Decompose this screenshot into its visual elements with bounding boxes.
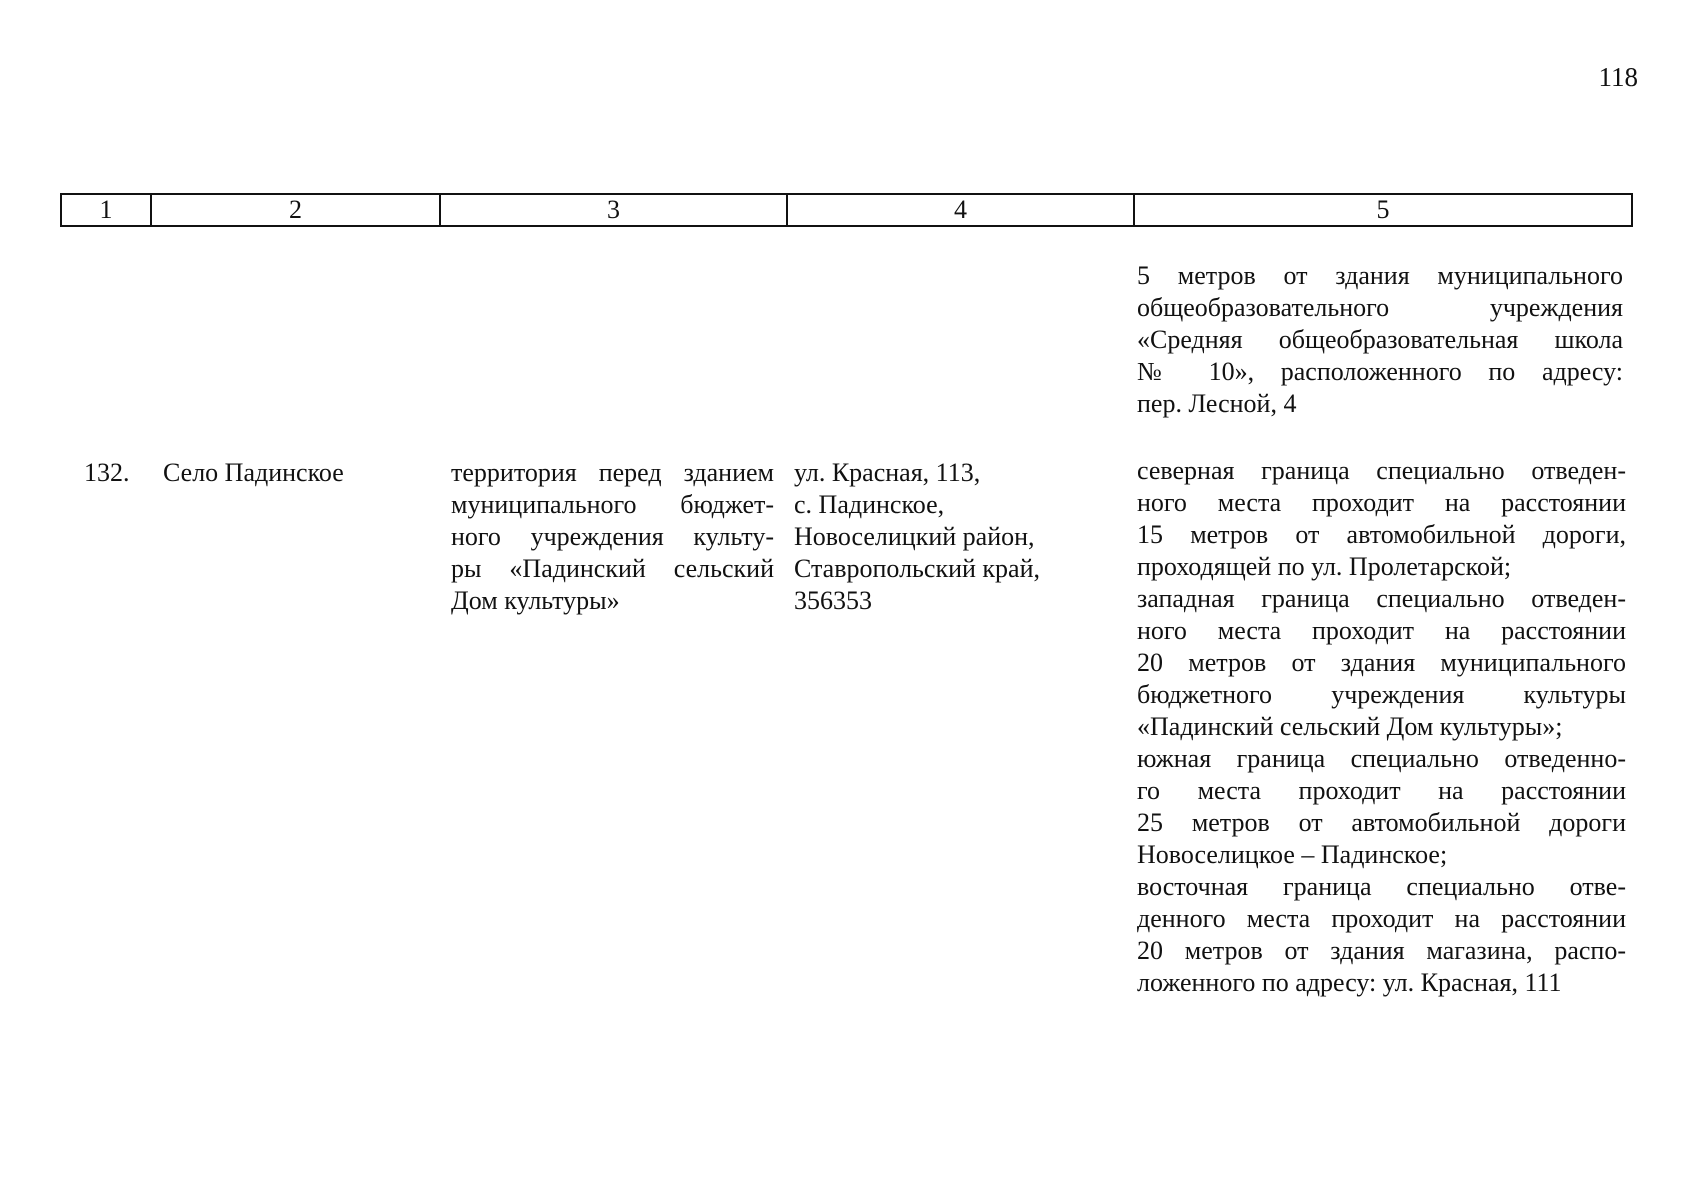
header-col-2: 2 — [151, 194, 440, 226]
header-col-5: 5 — [1134, 194, 1632, 226]
header-col-1: 1 — [61, 194, 151, 226]
text-line: 15 метров от автомобильной дороги, — [1137, 520, 1626, 549]
page-number: 118 — [1598, 62, 1638, 92]
address — [794, 457, 1104, 617]
text-line: № 10», расположенного по адресу: — [1137, 357, 1623, 386]
text-line: восточная граница специально отве- — [1137, 872, 1626, 901]
text-line: «Падинский сельский Дом культуры»; — [1137, 712, 1563, 741]
header-row — [61, 194, 1632, 226]
header-col-3: 3 — [440, 194, 787, 226]
text-line: 356353 — [794, 586, 872, 615]
text-line: бюджетного учреждения культуры — [1137, 680, 1626, 709]
text-line: «Средняя общеобразовательная школа — [1137, 325, 1623, 354]
text-line: Новоселицкое – Падинское; — [1137, 840, 1448, 869]
text-line: 5 метров от здания муниципального — [1137, 261, 1623, 290]
text-line: ного места проходит на расстоянии — [1137, 616, 1626, 645]
text-line: южная граница специально отведенно- — [1137, 744, 1626, 773]
text-line: проходящей по ул. Пролетарской; — [1137, 552, 1512, 581]
text-line: Ставропольский край, — [794, 554, 1040, 583]
boundary-description — [1137, 455, 1626, 999]
text-line: с. Падинское, — [794, 490, 945, 519]
south-boundary — [1137, 743, 1626, 871]
text-line: го места проходит на расстоянии — [1137, 776, 1626, 805]
text-line: 20 метров от здания магазина, распо- — [1137, 936, 1626, 965]
text-line: ложенного по адресу: ул. Красная, 111 — [1137, 968, 1562, 997]
header-col-4: 4 — [787, 194, 1134, 226]
text-line: муниципального бюджет- — [451, 490, 774, 519]
east-boundary — [1137, 871, 1626, 999]
row-number: 132. — [84, 458, 130, 487]
text-line: Новоселицкий район, — [794, 522, 1035, 551]
text-line: ного места проходит на расстоянии — [1137, 488, 1626, 517]
text-line: пер. Лесной, 4 — [1137, 389, 1297, 418]
previous-row-boundary-description — [1137, 260, 1623, 420]
text-line: Дом культуры» — [451, 586, 620, 615]
north-boundary — [1137, 455, 1626, 583]
territory-description — [451, 457, 774, 617]
text-line: территория перед зданием — [451, 458, 774, 487]
text-line: общеобразовательного учреждения — [1137, 293, 1623, 322]
text-line: западная граница специально отведен- — [1137, 584, 1626, 613]
west-boundary — [1137, 583, 1626, 743]
column-numbers-header — [60, 193, 1633, 227]
text-line: 25 метров от автомобильной дороги — [1137, 808, 1626, 837]
text-line: денного места проходит на расстоянии — [1137, 904, 1626, 933]
text-line: ного учреждения культу- — [451, 522, 774, 551]
text-line: 20 метров от здания муниципального — [1137, 648, 1626, 677]
text-line: северная граница специально отведен- — [1137, 456, 1626, 485]
text-line: ул. Красная, 113, — [794, 458, 981, 487]
settlement-name: Село Падинское — [163, 458, 344, 487]
text-line: ры «Падинский сельский — [451, 554, 774, 583]
